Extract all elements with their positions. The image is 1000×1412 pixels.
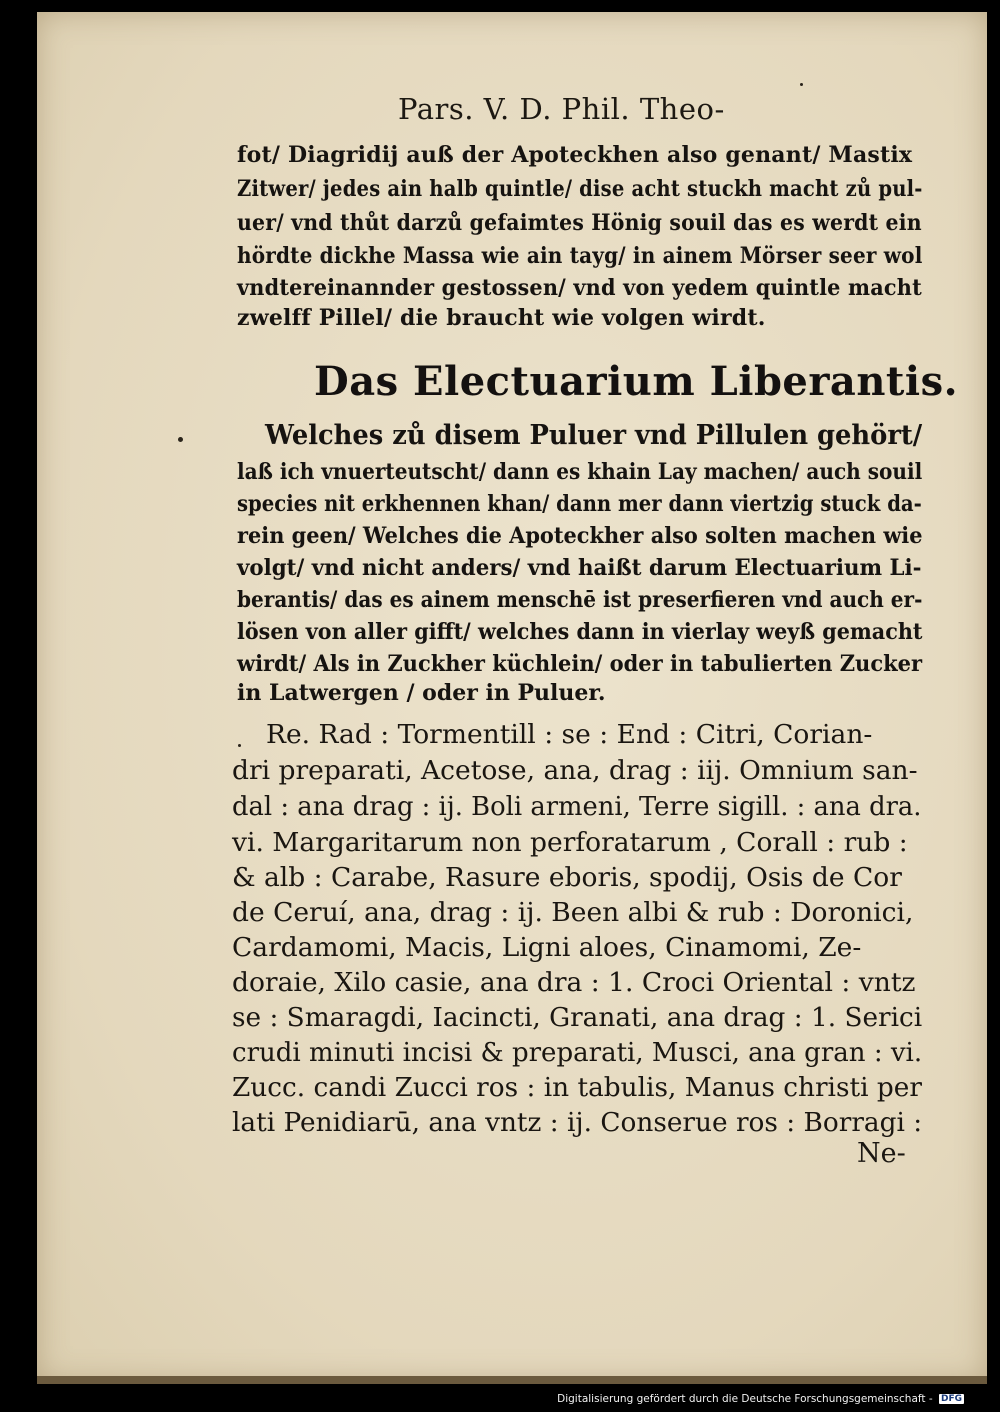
text-line: vndtereinannder gestossen/ vnd von yedem quintle macht: [237, 275, 922, 301]
running-header: Pars. V. D. Phil. Theo-: [398, 92, 725, 126]
margin-mark: [178, 437, 183, 442]
text-line: de Ceruí, ana, drag : ij. Been albi & rub : Doronici,: [232, 897, 914, 928]
text-line: crudi minuti incisi & preparati, Musci, ana gran : vi.: [232, 1037, 923, 1068]
catchword: Ne-: [857, 1138, 906, 1169]
text-line: laß ich vnuerteutscht/ dann es khain Lay machen/ auch souil: [237, 459, 923, 485]
dfg-logo-icon: DFG: [940, 1394, 962, 1404]
text-line: hördte dickhe Massa wie ain tayg/ in ainem Mörser seer wol: [237, 243, 923, 269]
text-line: rein geen/ Welches die Apoteckher also solten machen wie: [237, 523, 923, 549]
margin-mark: [800, 83, 803, 86]
text-line: fot/ Diagridij auß der Apoteckhen also genant/ Mastix: [237, 142, 913, 168]
text-line: lati Penidiarū, ana vntz : ij. Conserue ros : Borragi :: [232, 1107, 923, 1138]
text-line: vi. Margaritarum non perforatarum , Corall : rub :: [232, 827, 908, 858]
text-line: Zucc. candi Zucci ros : in tabulis, Manus christi per: [232, 1072, 922, 1103]
margin-mark: [238, 744, 241, 747]
text-line: Zitwer/ jedes ain halb quintle/ dise acht stuckh macht zů pul-: [237, 176, 923, 202]
text-line: Re. Rad : Tormentill : se : End : Citri, Corian-: [266, 719, 873, 750]
text-line: & alb : Carabe, Rasure eboris, spodij, Osis de Cor: [232, 862, 902, 893]
text-line: uer/ vnd thůt darzů gefaimtes Hönig souil das es werdt ein: [237, 210, 922, 236]
page-edge: [37, 1376, 987, 1384]
text-line: zwelff Pillel/ die braucht wie volgen wirdt.: [237, 305, 766, 331]
text-line: doraie, Xilo casie, ana dra : 1. Croci Oriental : vntz: [232, 967, 916, 998]
footer-credit: [557, 1393, 964, 1405]
section-title: Das Electuarium Liberantis.: [314, 358, 959, 405]
text-line: species nit erkhennen khan/ dann mer dann viertzig stuck da-: [237, 491, 922, 517]
text-line: Welches zů disem Puluer vnd Pillulen gehört/: [265, 420, 923, 451]
text-line: dri preparati, Acetose, ana, drag : iij. Omnium san-: [232, 755, 918, 786]
text-line: volgt/ vnd nicht anders/ vnd haißt darum Electuarium Li-: [237, 555, 922, 581]
footer-text: Digitalisierung gefördert durch die Deutsche Forschungsgemeinschaft -: [557, 1393, 933, 1405]
text-line: Cardamomi, Macis, Ligni aloes, Cinamomi, Ze-: [232, 932, 862, 963]
text-line: dal : ana drag : ij. Boli armeni, Terre sigill. : ana dra.: [232, 791, 922, 822]
text-line: berantis/ das es ainem menschē ist preserfieren vnd auch er-: [237, 587, 923, 613]
text-line: in Latwergen / oder in Puluer.: [237, 680, 606, 706]
text-line: se : Smaragdi, Iacincti, Granati, ana drag : 1. Serici: [232, 1002, 923, 1033]
text-line: lösen von aller gifft/ welches dann in vierlay weyß gemacht: [237, 619, 923, 645]
text-line: wirdt/ Als in Zuckher küchlein/ oder in tabulierten Zucker: [237, 651, 923, 677]
